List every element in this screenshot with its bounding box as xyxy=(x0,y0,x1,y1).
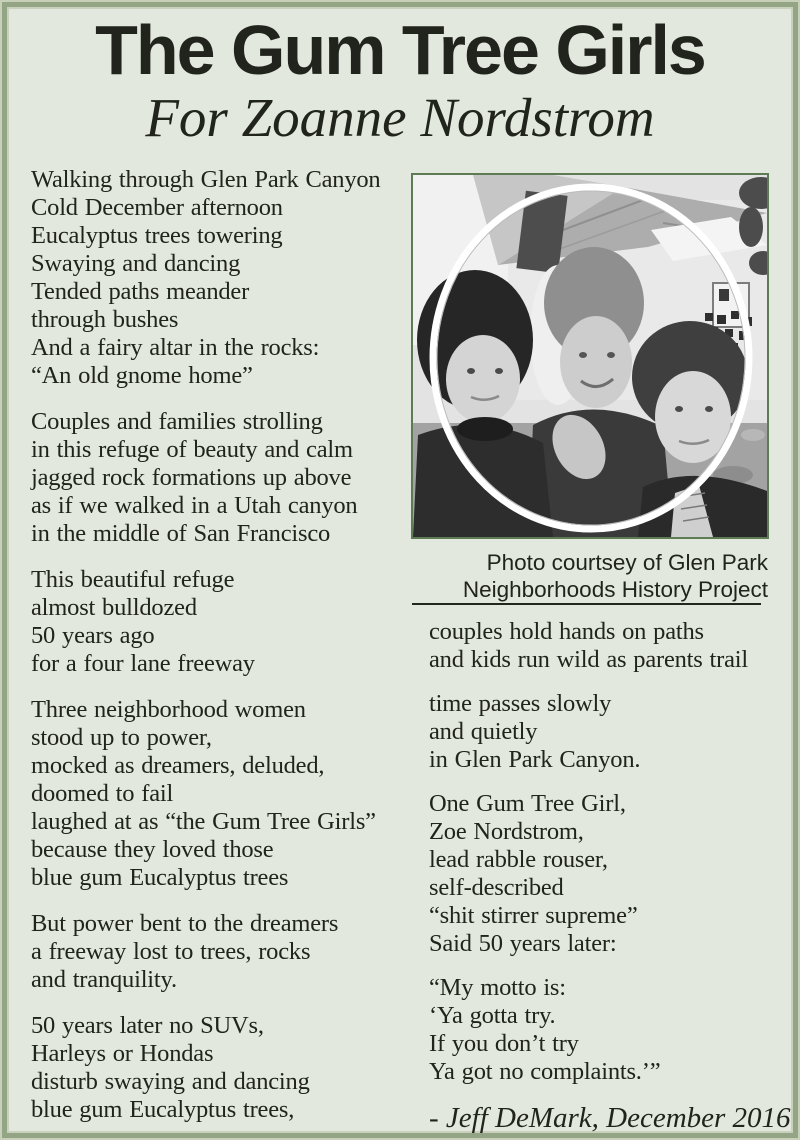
poem-right-stanzas xyxy=(429,618,781,1086)
poem-stanza xyxy=(429,690,781,774)
poem-line: for a four lane freeway xyxy=(31,650,255,677)
poem-line: because they loved those xyxy=(31,836,274,863)
poem-line: Walking through Glen Park Canyon xyxy=(31,166,381,193)
poem-line: One Gum Tree Girl, xyxy=(429,790,626,817)
poem-line: Ya got no complaints.’” xyxy=(429,1058,661,1085)
poem-line: “An old gnome home” xyxy=(31,362,253,389)
poem-line: Harleys or Hondas xyxy=(31,1040,214,1067)
poem-stanza xyxy=(31,566,409,678)
poem-stanza xyxy=(31,408,409,548)
poem-line: 50 years later no SUVs, xyxy=(31,1012,264,1039)
poem-line: doomed to fail xyxy=(31,780,174,807)
poem-line: a freeway lost to trees, rocks xyxy=(31,938,311,965)
poem-line: Three neighborhood women xyxy=(31,696,306,723)
poem-stanza xyxy=(429,974,781,1086)
poem-attribution: - Jeff DeMark, December 2016 xyxy=(429,1102,791,1134)
poem-line: Said 50 years later: xyxy=(429,930,617,957)
poem-line: time passes slowly xyxy=(429,690,612,717)
poem-line: blue gum Eucalyptus trees, xyxy=(31,1096,295,1123)
poem-line: in this refuge of beauty and calm xyxy=(31,436,353,463)
photo-caption-line: Photo courtsey of Glen Park xyxy=(486,550,768,575)
poem-line: 50 years ago xyxy=(31,622,155,649)
poem-line: blue gum Eucalyptus trees xyxy=(31,864,289,891)
poem-stanza xyxy=(31,1012,409,1124)
poem-stanza xyxy=(429,618,781,674)
poem-line: And a fairy altar in the rocks: xyxy=(31,334,320,361)
poem-line: couples hold hands on paths xyxy=(429,618,704,645)
caption-divider xyxy=(412,603,761,605)
poem-line: self-described xyxy=(429,874,564,901)
poem-column-right xyxy=(429,618,791,1134)
photo-caption xyxy=(411,549,768,603)
poem-line: jagged rock formations up above xyxy=(31,464,352,491)
photo-illustration xyxy=(413,175,767,537)
poem-stanza xyxy=(429,790,781,958)
photo-caption-line: Neighborhoods History Project xyxy=(462,577,768,602)
poem-line: and kids run wild as parents trail xyxy=(429,646,748,673)
poem-line: This beautiful refuge xyxy=(31,566,235,593)
poem-line: Tended paths meander xyxy=(31,278,250,305)
poem-line: and quietly xyxy=(429,718,538,745)
poem-line: Swaying and dancing xyxy=(31,250,241,277)
poem-line: stood up to power, xyxy=(31,724,212,751)
poem-line: laughed at as “the Gum Tree Girls” xyxy=(31,808,376,835)
poem-stanza xyxy=(31,696,409,892)
poem-line: in Glen Park Canyon. xyxy=(429,746,641,773)
poem-line: in the middle of San Francisco xyxy=(31,520,331,547)
poem-line: Zoe Nordstrom, xyxy=(429,818,584,845)
poem-line: But power bent to the dreamers xyxy=(31,910,339,937)
poem-line: Eucalyptus trees towering xyxy=(31,222,283,249)
poem-line: Cold December afternoon xyxy=(31,194,283,221)
poem-line: lead rabble rouser, xyxy=(429,846,608,873)
page-title: The Gum Tree Girls xyxy=(95,11,705,89)
photo xyxy=(411,173,769,539)
poem-line: “My motto is: xyxy=(429,974,566,1001)
poem-line: through bushes xyxy=(31,306,179,333)
poem-line: disturb swaying and dancing xyxy=(31,1068,310,1095)
poem-line: almost bulldozed xyxy=(31,594,197,621)
poem-column-left xyxy=(31,166,409,1140)
poem-line: as if we walked in a Utah canyon xyxy=(31,492,358,519)
poem-line: “shit stirrer supreme” xyxy=(429,902,638,929)
poem-stanza xyxy=(31,166,409,390)
poem-line: mocked as dreamers, deluded, xyxy=(31,752,325,779)
poem-line: ‘Ya gotta try. xyxy=(429,1002,556,1029)
poem-line: and tranquility. xyxy=(31,966,177,993)
poem-line: Couples and families strolling xyxy=(31,408,323,435)
dedication-subtitle: For Zoanne Nordstrom xyxy=(145,87,655,148)
poem-stanza xyxy=(31,910,409,994)
poem-line: If you don’t try xyxy=(429,1030,579,1057)
